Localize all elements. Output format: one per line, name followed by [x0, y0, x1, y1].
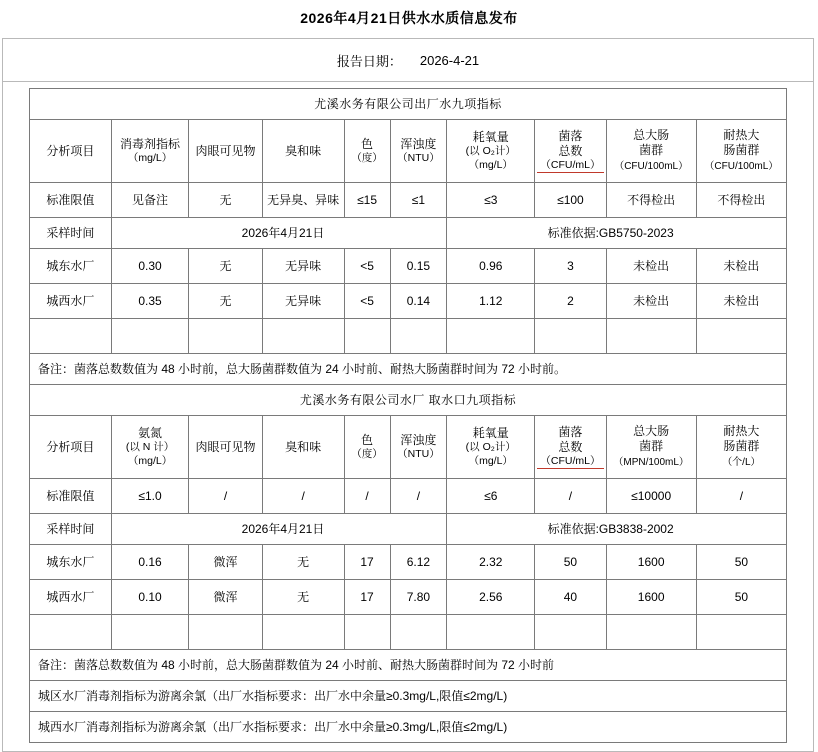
- table1-standard-label: 标准限值: [30, 183, 112, 218]
- table2-row0-value-7: 1600: [606, 545, 696, 580]
- table1-blank-2: [189, 319, 262, 354]
- table1-header-row: [30, 120, 787, 183]
- table1-blank-3: [262, 319, 344, 354]
- table1-header-thermo-unit: （CFU/100mL）: [704, 161, 779, 173]
- table1-header-coliform-unit: （CFU/100mL）: [614, 161, 689, 173]
- table2-header-cod-unit: （mg/L）: [468, 454, 513, 467]
- table2-blank-2: [189, 615, 262, 650]
- table1-row1-name: 城西水厂: [30, 284, 112, 319]
- table2-standard-value-4: /: [390, 479, 447, 514]
- table2-row0-value-1: 微浑: [189, 545, 262, 580]
- table2-standard-value-7: ≤10000: [606, 479, 696, 514]
- report-date-row: [3, 39, 813, 82]
- table2-row0-value-8: 50: [696, 545, 786, 580]
- table1-row0-value-8: 未检出: [696, 249, 786, 284]
- table2-blank-8: [606, 615, 696, 650]
- table1-row1-value-7: 未检出: [606, 284, 696, 319]
- table1-row1-value-5: 1.12: [447, 284, 535, 319]
- table1-header-color: [344, 120, 390, 183]
- table1-row0-value-7: 未检出: [606, 249, 696, 284]
- table1-note-row: [30, 354, 787, 385]
- table1-standard-value-3: ≤15: [344, 183, 390, 218]
- table1-blank-4: [344, 319, 390, 354]
- table1-row1-value-6: 2: [535, 284, 606, 319]
- table1-sample-label: 采样时间: [30, 218, 112, 249]
- table1-header-color-text: 色: [361, 136, 374, 151]
- table2-section-title-row: [30, 385, 787, 416]
- page-title: 2026年4月21日供水水质信息发布: [300, 10, 518, 26]
- table1-standard-value-0: 见备注: [111, 183, 189, 218]
- table1-header-disinfectant-unit: （mg/L）: [127, 151, 173, 164]
- table2-standard-value-8: /: [696, 479, 786, 514]
- outlet-water-table: [29, 88, 787, 743]
- table2-blank-7: [535, 615, 606, 650]
- table1-header-visible: 肉眼可见物: [189, 120, 262, 183]
- table1-standard-row: [30, 183, 787, 218]
- table2-row1-value-0: 0.10: [111, 580, 189, 615]
- table1-sample-row: [30, 218, 787, 249]
- table2-header-coliform-text2: 菌群: [639, 439, 664, 454]
- table1-row1-value-0: 0.35: [111, 284, 189, 319]
- table2-header-cod-sub: (以 O₂计）: [465, 441, 516, 454]
- table2-standard-value-3: /: [344, 479, 390, 514]
- table2-row0-name: 城东水厂: [30, 545, 112, 580]
- table2-blank-row: [30, 615, 787, 650]
- table2-note-1: 城区水厂消毒剂指标为游离余氯（出厂水指标要求：出厂水中余量≥0.3mg/L,限值≤2mg/L): [30, 681, 787, 712]
- table1-standard-value-8: 不得检出: [696, 183, 786, 218]
- table1-section-title: 尤溪水务有限公司出厂水九项指标: [30, 89, 787, 120]
- table1-header-bacteria-text: 菌落: [558, 128, 583, 143]
- table1-header-coliform-text: 总大肠: [633, 128, 670, 143]
- table2-header-turbidity-unit: （NTU）: [397, 447, 440, 460]
- table2-note-row-0: [30, 650, 787, 681]
- table2-row1-value-3: 17: [344, 580, 390, 615]
- table1-header-odor: 臭和味: [262, 120, 344, 183]
- table1-blank-0: [30, 319, 112, 354]
- table2-blank-6: [447, 615, 535, 650]
- table1-standard-value-5: ≤3: [447, 183, 535, 218]
- table2-standard-basis: 标准依据:GB3838-2002: [447, 514, 787, 545]
- table1-section-title-row: [30, 89, 787, 120]
- table1-row0-value-6: 3: [535, 249, 606, 284]
- table2-row0-value-3: 17: [344, 545, 390, 580]
- table2-header-row: [30, 416, 787, 479]
- table1-row1-value-2: 无异味: [262, 284, 344, 319]
- table2-header-turbidity-text: 浑浊度: [400, 432, 437, 447]
- table2-header-bacteria-unit: （CFU/mL）: [537, 455, 603, 469]
- table2-header-bacteria-text: 菌落: [558, 424, 583, 439]
- table1-standard-value-4: ≤1: [390, 183, 447, 218]
- table2-header-ammonia: [111, 416, 189, 479]
- table1-blank-5: [390, 319, 447, 354]
- table1-blank-1: [111, 319, 189, 354]
- table1-standard-value-1: 无: [189, 183, 262, 218]
- table1-row0-value-0: 0.30: [111, 249, 189, 284]
- table2-row0-value-2: 无: [262, 545, 344, 580]
- table1-row0-name: 城东水厂: [30, 249, 112, 284]
- table1-row0-value-4: 0.15: [390, 249, 447, 284]
- table1-row1-value-1: 无: [189, 284, 262, 319]
- table2-header-turbidity: [390, 416, 447, 479]
- table1-row1-value-8: 未检出: [696, 284, 786, 319]
- table2-header-cod: [447, 416, 535, 479]
- table2-row0-value-4: 6.12: [390, 545, 447, 580]
- table1-row1-value-4: 0.14: [390, 284, 447, 319]
- table1-header-thermo-text2: 肠菌群: [723, 143, 760, 158]
- table2-standard-value-2: /: [262, 479, 344, 514]
- table1-blank-8: [606, 319, 696, 354]
- table2-header-color-unit: （度）: [351, 447, 383, 460]
- table-row: [30, 545, 787, 580]
- table2-standard-row: [30, 479, 787, 514]
- table1-header-bacteria-unit: （CFU/mL）: [537, 159, 603, 173]
- table2-blank-3: [262, 615, 344, 650]
- table2-header-ammonia-sub: (以 N 计）: [125, 441, 175, 454]
- table1-header-color-unit: （度）: [351, 151, 383, 164]
- table1-blank-6: [447, 319, 535, 354]
- table2-header-coliform-text: 总大肠: [633, 424, 670, 439]
- table2-row1-value-4: 7.80: [390, 580, 447, 615]
- table2-header-odor: 臭和味: [262, 416, 344, 479]
- table2-header-thermo-text: 耐热大: [723, 424, 760, 439]
- table2-row1-value-8: 50: [696, 580, 786, 615]
- table2-header-visible: 肉眼可见物: [189, 416, 262, 479]
- table1-header-disinfectant: [111, 120, 189, 183]
- document-frame: [2, 38, 814, 752]
- table1-standard-value-2: 无异臭、异味: [262, 183, 344, 218]
- table2-header-coliform: [606, 416, 696, 479]
- table1-header-cod-unit: （mg/L）: [468, 158, 513, 171]
- table2-blank-9: [696, 615, 786, 650]
- table2-row1-name: 城西水厂: [30, 580, 112, 615]
- table1-header-disinfectant-text: 消毒剂指标: [120, 136, 181, 151]
- table1-standard-value-6: ≤100: [535, 183, 606, 218]
- table1-row0-value-3: <5: [344, 249, 390, 284]
- table2-header-ammonia-unit: （mg/L）: [127, 454, 173, 467]
- table2-row1-value-1: 微浑: [189, 580, 262, 615]
- table1-row0-value-1: 无: [189, 249, 262, 284]
- table2-blank-5: [390, 615, 447, 650]
- table2-row1-value-2: 无: [262, 580, 344, 615]
- table2-header-item: 分析项目: [30, 416, 112, 479]
- table-row: [30, 284, 787, 319]
- table2-header-bacteria-text2: 总数: [558, 439, 583, 454]
- report-date-value: 2026-4-21: [419, 52, 480, 68]
- report-date-label: 报告日期：: [336, 53, 402, 69]
- table1-header-coliform-text2: 菌群: [639, 143, 664, 158]
- table1-header-cod-sub: (以 O₂计）: [465, 145, 516, 158]
- table1-standard-value-7: 不得检出: [606, 183, 696, 218]
- table2-note-row-1: [30, 681, 787, 712]
- table1-row0-value-5: 0.96: [447, 249, 535, 284]
- table1-header-cod-text: 耗氧量: [472, 130, 509, 145]
- table2-blank-1: [111, 615, 189, 650]
- table2-section-title: 尤溪水务有限公司水厂 取水口九项指标: [30, 385, 787, 416]
- table2-blank-0: [30, 615, 112, 650]
- table2-standard-value-5: ≤6: [447, 479, 535, 514]
- table2-sample-label: 采样时间: [30, 514, 112, 545]
- table2-note-row-2: [30, 712, 787, 743]
- table1-blank-7: [535, 319, 606, 354]
- table2-row0-value-5: 2.32: [447, 545, 535, 580]
- table2-header-ammonia-text: 氨氮: [138, 426, 163, 441]
- table1-header-cod: [447, 120, 535, 183]
- table-row: [30, 249, 787, 284]
- table1-header-bacteria: [535, 120, 606, 183]
- table2-note-2: 城西水厂消毒剂指标为游离余氯（出厂水指标要求：出厂水中余量≥0.3mg/L,限值≤2mg/L): [30, 712, 787, 743]
- table2-header-thermo-text2: 肠菌群: [723, 439, 760, 454]
- table2-standard-value-1: /: [189, 479, 262, 514]
- table2-row0-value-6: 50: [535, 545, 606, 580]
- table1-sample-date: 2026年4月21日: [111, 218, 446, 249]
- table1-row1-value-3: <5: [344, 284, 390, 319]
- table2-standard-value-6: /: [535, 479, 606, 514]
- tables-container: [3, 82, 813, 751]
- table2-header-thermo-unit: （个/L）: [722, 457, 761, 469]
- table2-header-cod-text: 耗氧量: [472, 426, 509, 441]
- table-row: [30, 580, 787, 615]
- table1-header-turbidity-text: 浑浊度: [400, 136, 437, 151]
- table1-standard-basis: 标准依据:GB5750-2023: [447, 218, 787, 249]
- table2-header-color: [344, 416, 390, 479]
- table2-header-color-text: 色: [361, 432, 374, 447]
- table2-row1-value-7: 1600: [606, 580, 696, 615]
- table1-blank-9: [696, 319, 786, 354]
- table2-sample-date: 2026年4月21日: [111, 514, 446, 545]
- table1-note: 备注：菌落总数数值为 48 小时前，总大肠菌群数值为 24 小时前、耐热大肠菌群时间为 72 小时前。: [30, 354, 787, 385]
- table1-header-turbidity: [390, 120, 447, 183]
- table1-header-thermo-text: 耐热大: [723, 128, 760, 143]
- table1-header-bacteria-text2: 总数: [558, 143, 583, 158]
- table1-header-thermo: [696, 120, 786, 183]
- table2-row1-value-5: 2.56: [447, 580, 535, 615]
- table2-standard-value-0: ≤1.0: [111, 479, 189, 514]
- table2-header-coliform-unit: （MPN/100mL）: [613, 457, 689, 469]
- table2-sample-row: [30, 514, 787, 545]
- table2-row0-value-0: 0.16: [111, 545, 189, 580]
- table2-blank-4: [344, 615, 390, 650]
- table1-header-turbidity-unit: （NTU）: [397, 151, 440, 164]
- table2-header-bacteria: [535, 416, 606, 479]
- table1-header-coliform: [606, 120, 696, 183]
- table1-header-item: 分析项目: [30, 120, 112, 183]
- table2-note-0: 备注：菌落总数数值为 48 小时前，总大肠菌群数值为 24 小时前、耐热大肠菌群时间为 72 小时前: [30, 650, 787, 681]
- table2-row1-value-6: 40: [535, 580, 606, 615]
- table1-row0-value-2: 无异味: [262, 249, 344, 284]
- table1-blank-row: [30, 319, 787, 354]
- table2-header-thermo: [696, 416, 786, 479]
- table2-standard-label: 标准限值: [30, 479, 112, 514]
